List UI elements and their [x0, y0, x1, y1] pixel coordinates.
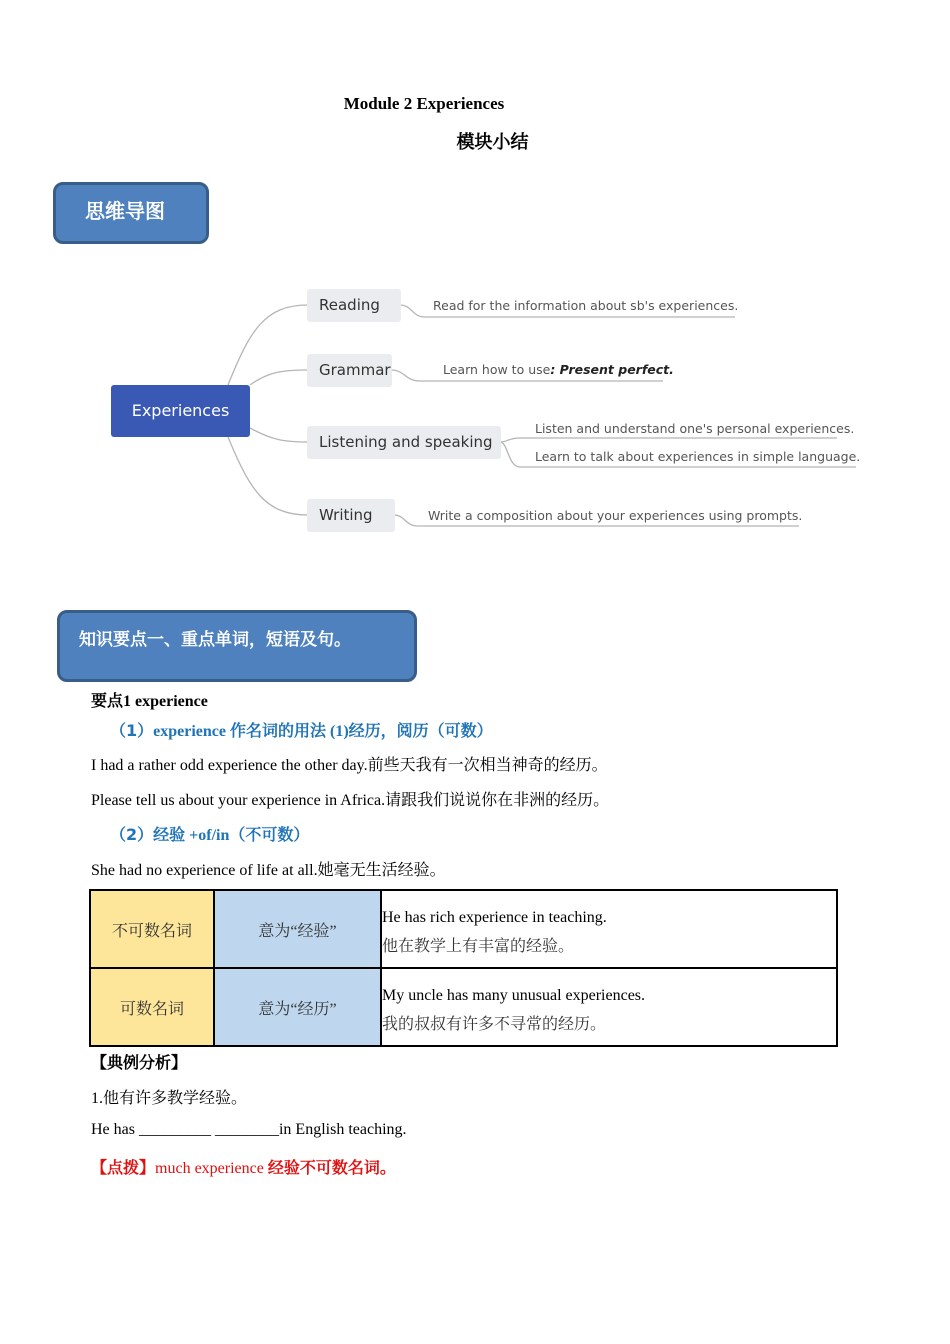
- exercise-question: [91, 1085, 247, 1108]
- mindmap-desc-grammar-prefix: Learn how to use: [443, 362, 551, 377]
- tip-answer: much experience: [155, 1160, 264, 1177]
- connector-listening: [250, 428, 308, 442]
- example-sentence-2-cn: 请跟我们说说你在非洲的经历。: [385, 790, 610, 809]
- table-example-en: My uncle has many unusual experiences.: [382, 987, 646, 1004]
- mindmap-desc-writing: Write a composition about your experiences using prompts.: [428, 508, 803, 523]
- point-heading-cn: 要点: [91, 691, 124, 710]
- table-row: [90, 968, 837, 1046]
- example-sentence-2: [91, 787, 609, 810]
- example-sentence-3: [91, 857, 446, 880]
- example-sentence-3-en: She had no experience of life at all.: [91, 862, 318, 879]
- subpoint-1-cn-a: 作名词的用法: [230, 721, 327, 740]
- subpoint-2-en: +of/in: [189, 827, 230, 844]
- table-row: [90, 890, 837, 968]
- tip-explanation: 经验不可数名词。: [267, 1158, 396, 1177]
- mindmap-node-grammar: [307, 354, 392, 387]
- subpoint-1-cn-b: 经历，阅历（可数）: [348, 721, 493, 740]
- table-cell-meaning: 意为“经验”: [214, 890, 381, 968]
- table-example-en: He has rich experience in teaching.: [382, 909, 607, 926]
- table-example-zh: 我的叔叔有许多不寻常的经历。: [382, 1016, 607, 1033]
- mindmap-node-writing: [307, 499, 395, 532]
- example-heading: 【典例分析】: [91, 1053, 188, 1072]
- mindmap-desc-listening-2: Learn to talk about experiences in simple language.: [535, 449, 861, 464]
- subpoint-1-num: （1）: [110, 721, 154, 740]
- point-heading-en: 1 experience: [123, 693, 208, 710]
- subpoint-1-num2: (1): [330, 723, 349, 740]
- subpoint-2-num: （2）: [110, 825, 154, 844]
- example-sentence-1-cn: 前些天我有一次相当神奇的经历。: [367, 755, 608, 774]
- mindmap-node-label: Listening and speaking: [319, 433, 493, 451]
- mindmap-node-listening-speaking: [307, 426, 501, 459]
- mindmap-section-heading: 思维导图: [85, 199, 165, 223]
- subpoint-2-cn: 经验: [153, 825, 186, 844]
- subpoint-2: [110, 822, 309, 845]
- mindmap-connectors: [0, 0, 950, 560]
- table-cell-type: 不可数名词: [90, 890, 214, 968]
- tip-label: 【点拨】: [91, 1158, 156, 1177]
- connector-listening-desc-1: [500, 438, 837, 442]
- example-sentence-2-en: Please tell us about your experience in Africa.: [91, 792, 386, 809]
- table-cell-example: [381, 968, 837, 1046]
- table-cell-meaning: 意为“经历”: [214, 968, 381, 1046]
- exercise-tip: [91, 1155, 396, 1178]
- subpoint-1: [110, 718, 493, 741]
- mindmap-desc-grammar: [443, 362, 674, 377]
- connector-grammar: [250, 370, 308, 385]
- table-example-zh: 他在教学上有丰富的经验。: [382, 938, 575, 955]
- point-heading: [91, 688, 208, 711]
- mindmap-root-node: Experiences: [111, 385, 250, 437]
- subpoint-1-word: experience: [153, 723, 226, 740]
- example-sentence-3-cn: 她毫无生活经验。: [317, 860, 446, 879]
- document-title: Module 2 Experiences: [343, 94, 505, 113]
- table-cell-example: [381, 890, 837, 968]
- exercise-question-cn: 他有许多教学经验。: [103, 1088, 248, 1107]
- mindmap-node-reading: [307, 289, 401, 322]
- exercise-number: 1.: [91, 1090, 103, 1107]
- mindmap-node-label: Grammar: [319, 361, 391, 379]
- usage-table: [89, 889, 838, 1047]
- knowledge-section-heading: 知识要点一、重点单词，短语及句。: [79, 630, 351, 650]
- table-cell-type: 可数名词: [90, 968, 214, 1046]
- knowledge-section-box: [57, 610, 417, 682]
- mindmap-node-label: Reading: [319, 296, 380, 314]
- mindmap-desc-listening-1: Listen and understand one's personal experiences.: [535, 421, 855, 436]
- mindmap-node-label: Writing: [319, 506, 373, 524]
- document-subtitle: 模块小结: [456, 132, 529, 153]
- example-sentence-1: [91, 752, 608, 775]
- mindmap-desc-grammar-emph: : Present perfect.: [550, 362, 674, 377]
- mindmap-desc-reading: Read for the information about sb's experiences.: [433, 298, 739, 313]
- example-sentence-1-en: I had a rather odd experience the other day.: [91, 757, 368, 774]
- connector-writing: [228, 437, 308, 515]
- connector-reading: [228, 305, 308, 385]
- subpoint-2-cn-b: （不可数）: [229, 825, 310, 844]
- exercise-blank-sentence: He has _________ ________in English teaching.: [91, 1121, 407, 1138]
